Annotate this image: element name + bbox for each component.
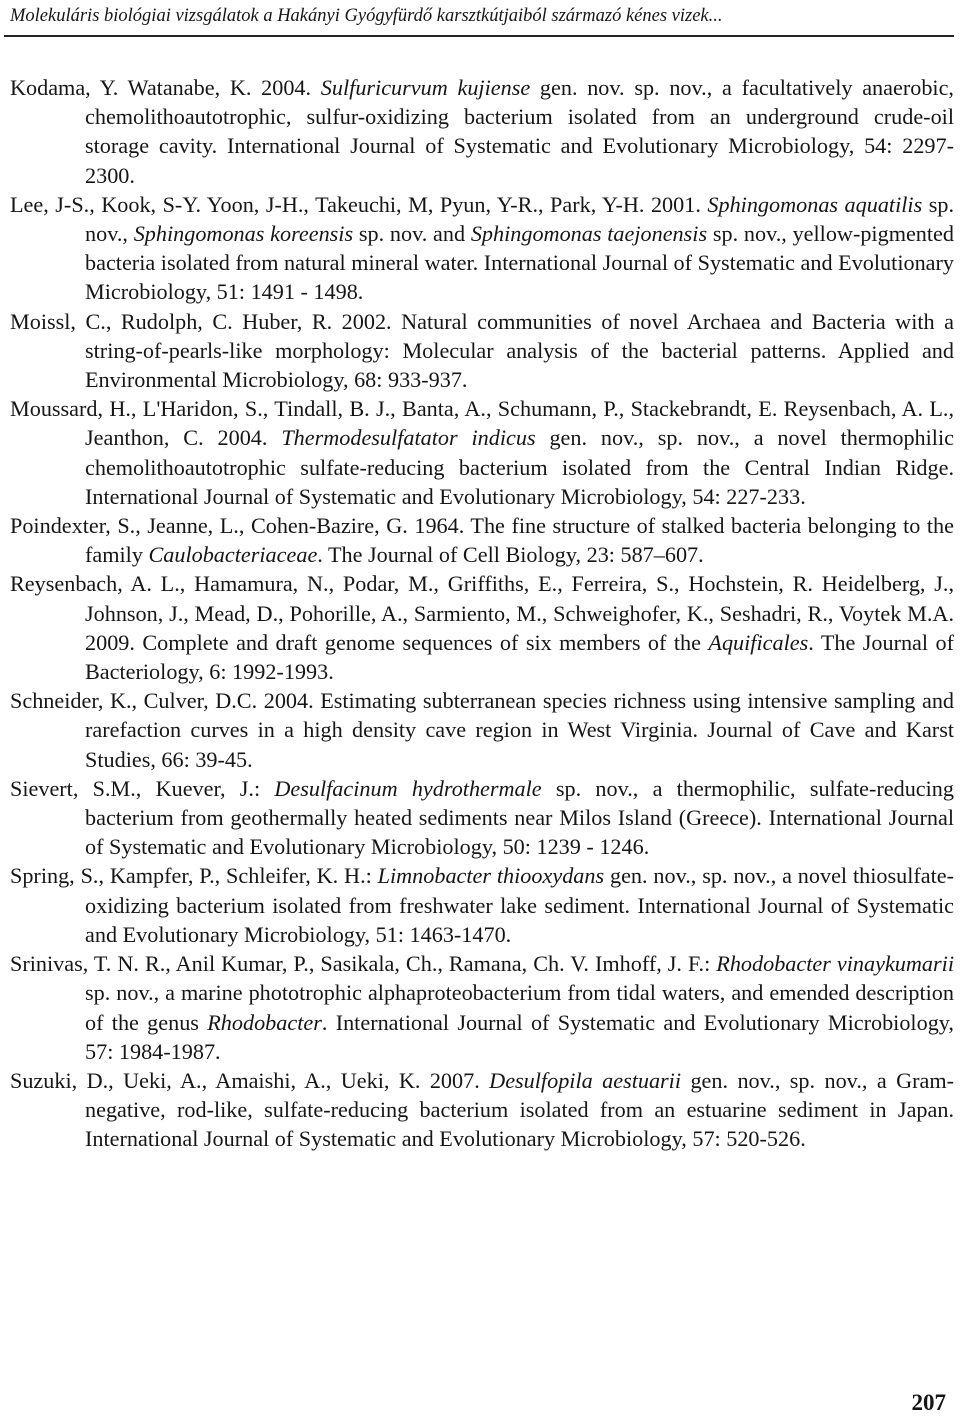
taxon-name: Limnobacter thiooxydans bbox=[377, 863, 605, 889]
reference-text: sp. nov., a thermophilic, sulfate-reducing bacterium from geothermally heated sediments near Milos Island (Greece). International Journal of Systematic and Evolutionary Microbiology, 50: 1239 - 1246. bbox=[85, 775, 954, 860]
reference-entry-srinivas bbox=[10, 949, 954, 1066]
reference-text: Poindexter, S., Jeanne, L., Cohen-Bazire, G. 1964. The fine structure of stalked bacteria belonging to the family bbox=[10, 513, 954, 568]
reference-text: Moussard, H., L'Haridon, S., Tindall, B. J., Banta, A., Schumann, P., Stackebrandt, E. Reysenbach, A. L., Jeanthon, C. 2004. bbox=[10, 396, 954, 451]
reference-text: Spring, S., Kampfer, P., Schleifer, K. H.: bbox=[10, 863, 378, 889]
taxon-name: Rhodobacter bbox=[207, 1009, 322, 1035]
reference-text: Suzuki, D., Ueki, A., Amaishi, A., Ueki, K. 2007. bbox=[10, 1067, 490, 1093]
header-rule bbox=[4, 35, 954, 37]
reference-text: Sievert, S.M., Kuever, J.: bbox=[10, 775, 275, 801]
reference-text: Srinivas, T. N. R., Anil Kumar, P., Sasikala, Ch., Ramana, Ch. V. Imhoff, J. F.: bbox=[10, 951, 717, 977]
reference-text: gen. nov., sp. nov., a novel thiosulfate-oxidizing bacterium isolated from freshwater lake sediment. International Journal of Systematic and Evolutionary Microbiology, 51: 1463-1470. bbox=[85, 863, 954, 947]
reference-text: gen. nov., sp. nov., a novel thermophilic chemolithoautotrophic sulfate-reducing bacterium isolated from the Central Indian Ridge. International Journal of Systematic and Evolutionary Microbiology, 54: 227-233. bbox=[85, 425, 954, 509]
reference-text: Reysenbach, A. L., Hamamura, N., Podar, M., Griffiths, E., Ferreira, S., Hochstein, R. Heidelberg, J., Johnson, J., Mead, D., Pohorille, A., Sarmiento, M., Schweighofer, K., Seshadri, R., Voytek M.A. 2009. Complete and draft genome sequences of six members of the bbox=[10, 571, 954, 655]
taxon-name: Desulfopila aestuarii bbox=[489, 1067, 682, 1093]
reference-entry-schneider-2004 bbox=[10, 686, 954, 774]
reference-entry-moissl-2002 bbox=[10, 307, 954, 395]
taxon-name: Sphingomonas aquatilis bbox=[707, 191, 923, 217]
reference-entry-sievert bbox=[10, 774, 954, 862]
reference-text: . International Journal of Systematic and Evolutionary Microbiology, 57: 1984-1987. bbox=[85, 1009, 954, 1064]
reference-text: Kodama, Y. Watanabe, K. 2004. bbox=[10, 75, 321, 100]
taxon-name: Sphingomonas koreensis bbox=[133, 221, 354, 247]
reference-text: sp. nov., bbox=[85, 191, 955, 247]
reference-text: Lee, J-S., Kook, S-Y. Yoon, J-H., Takeuchi, M, Pyun, Y-R., Park, Y-H. 2001. bbox=[10, 191, 708, 217]
taxon-name: Caulobacteriaceae bbox=[148, 542, 318, 568]
reference-text: . The Journal of Cell Biology, 23: 587–607. bbox=[317, 542, 704, 568]
running-header: Molekuláris biológiai vizsgálatok a Hakányi Gyógyfürdő karsztkútjaiból származó kénes vizek... bbox=[10, 6, 723, 26]
taxon-name: Sphingomonas taejonensis bbox=[470, 221, 708, 247]
reference-text: sp. nov. and bbox=[353, 221, 471, 247]
reference-text: . The Journal of Bacteriology, 6: 1992-1993. bbox=[85, 629, 954, 685]
reference-text: gen. nov. sp. nov., a facultatively anaerobic, chemolithoautotrophic, sulfur-oxidizing bacterium isolated from an underground crude-oil storage cavity. International Journal of Systematic and Evolutionary Microbiology, 54: 2297-2300. bbox=[85, 75, 954, 188]
page-number: 207 bbox=[911, 1390, 946, 1415]
taxon-name: Rhodobacter vinaykumarii bbox=[716, 951, 954, 977]
reference-entry-kodama-2004 bbox=[10, 73, 954, 190]
taxon-name: Sulfuricurvum kujiense bbox=[320, 75, 531, 100]
reference-entry-reysenbach-2009 bbox=[10, 569, 954, 686]
taxon-name: Thermodesulfatator indicus bbox=[281, 425, 536, 451]
reference-text: gen. nov., sp. nov., a Gram-negative, rod-like, sulfate-reducing bacterium isolated from an estuarine sediment in Japan. International Journal of Systematic and Evolutionary Microbiology, 57: 520-526. bbox=[85, 1067, 954, 1152]
taxon-name: Aquificales bbox=[708, 629, 809, 655]
reference-entry-spring bbox=[10, 861, 954, 949]
reference-entry-suzuki-2007 bbox=[10, 1066, 954, 1154]
reference-list bbox=[10, 73, 954, 1154]
taxon-name: Desulfacinum hydrothermale bbox=[274, 775, 542, 801]
reference-entry-poindexter-1964 bbox=[10, 511, 954, 569]
reference-entry-moussard-2004 bbox=[10, 394, 954, 511]
reference-text: Schneider, K., Culver, D.C. 2004. Estimating subterranean species richness using intensive sampling and rarefaction curves in a high density cave region in West Virginia. Journal of Cave and Karst Studies, 66: 39-45. bbox=[10, 688, 954, 772]
reference-text: sp. nov., a marine phototrophic alphaproteobacterium from tidal waters, and emended description of the genus bbox=[85, 980, 954, 1035]
reference-entry-lee-2001 bbox=[10, 190, 954, 307]
reference-text: Moissl, C., Rudolph, C. Huber, R. 2002. Natural communities of novel Archaea and Bacteria with a string-of-pearls-like morphology: Molecular analysis of the bacterial patterns. Applied and Environmental Microbiology, 68: 933-937. bbox=[10, 308, 954, 393]
reference-text: sp. nov., yellow-pigmented bacteria isolated from natural mineral water. International Journal of Systematic and Evolutionary Microbiology, 51: 1491 - 1498. bbox=[85, 221, 954, 305]
